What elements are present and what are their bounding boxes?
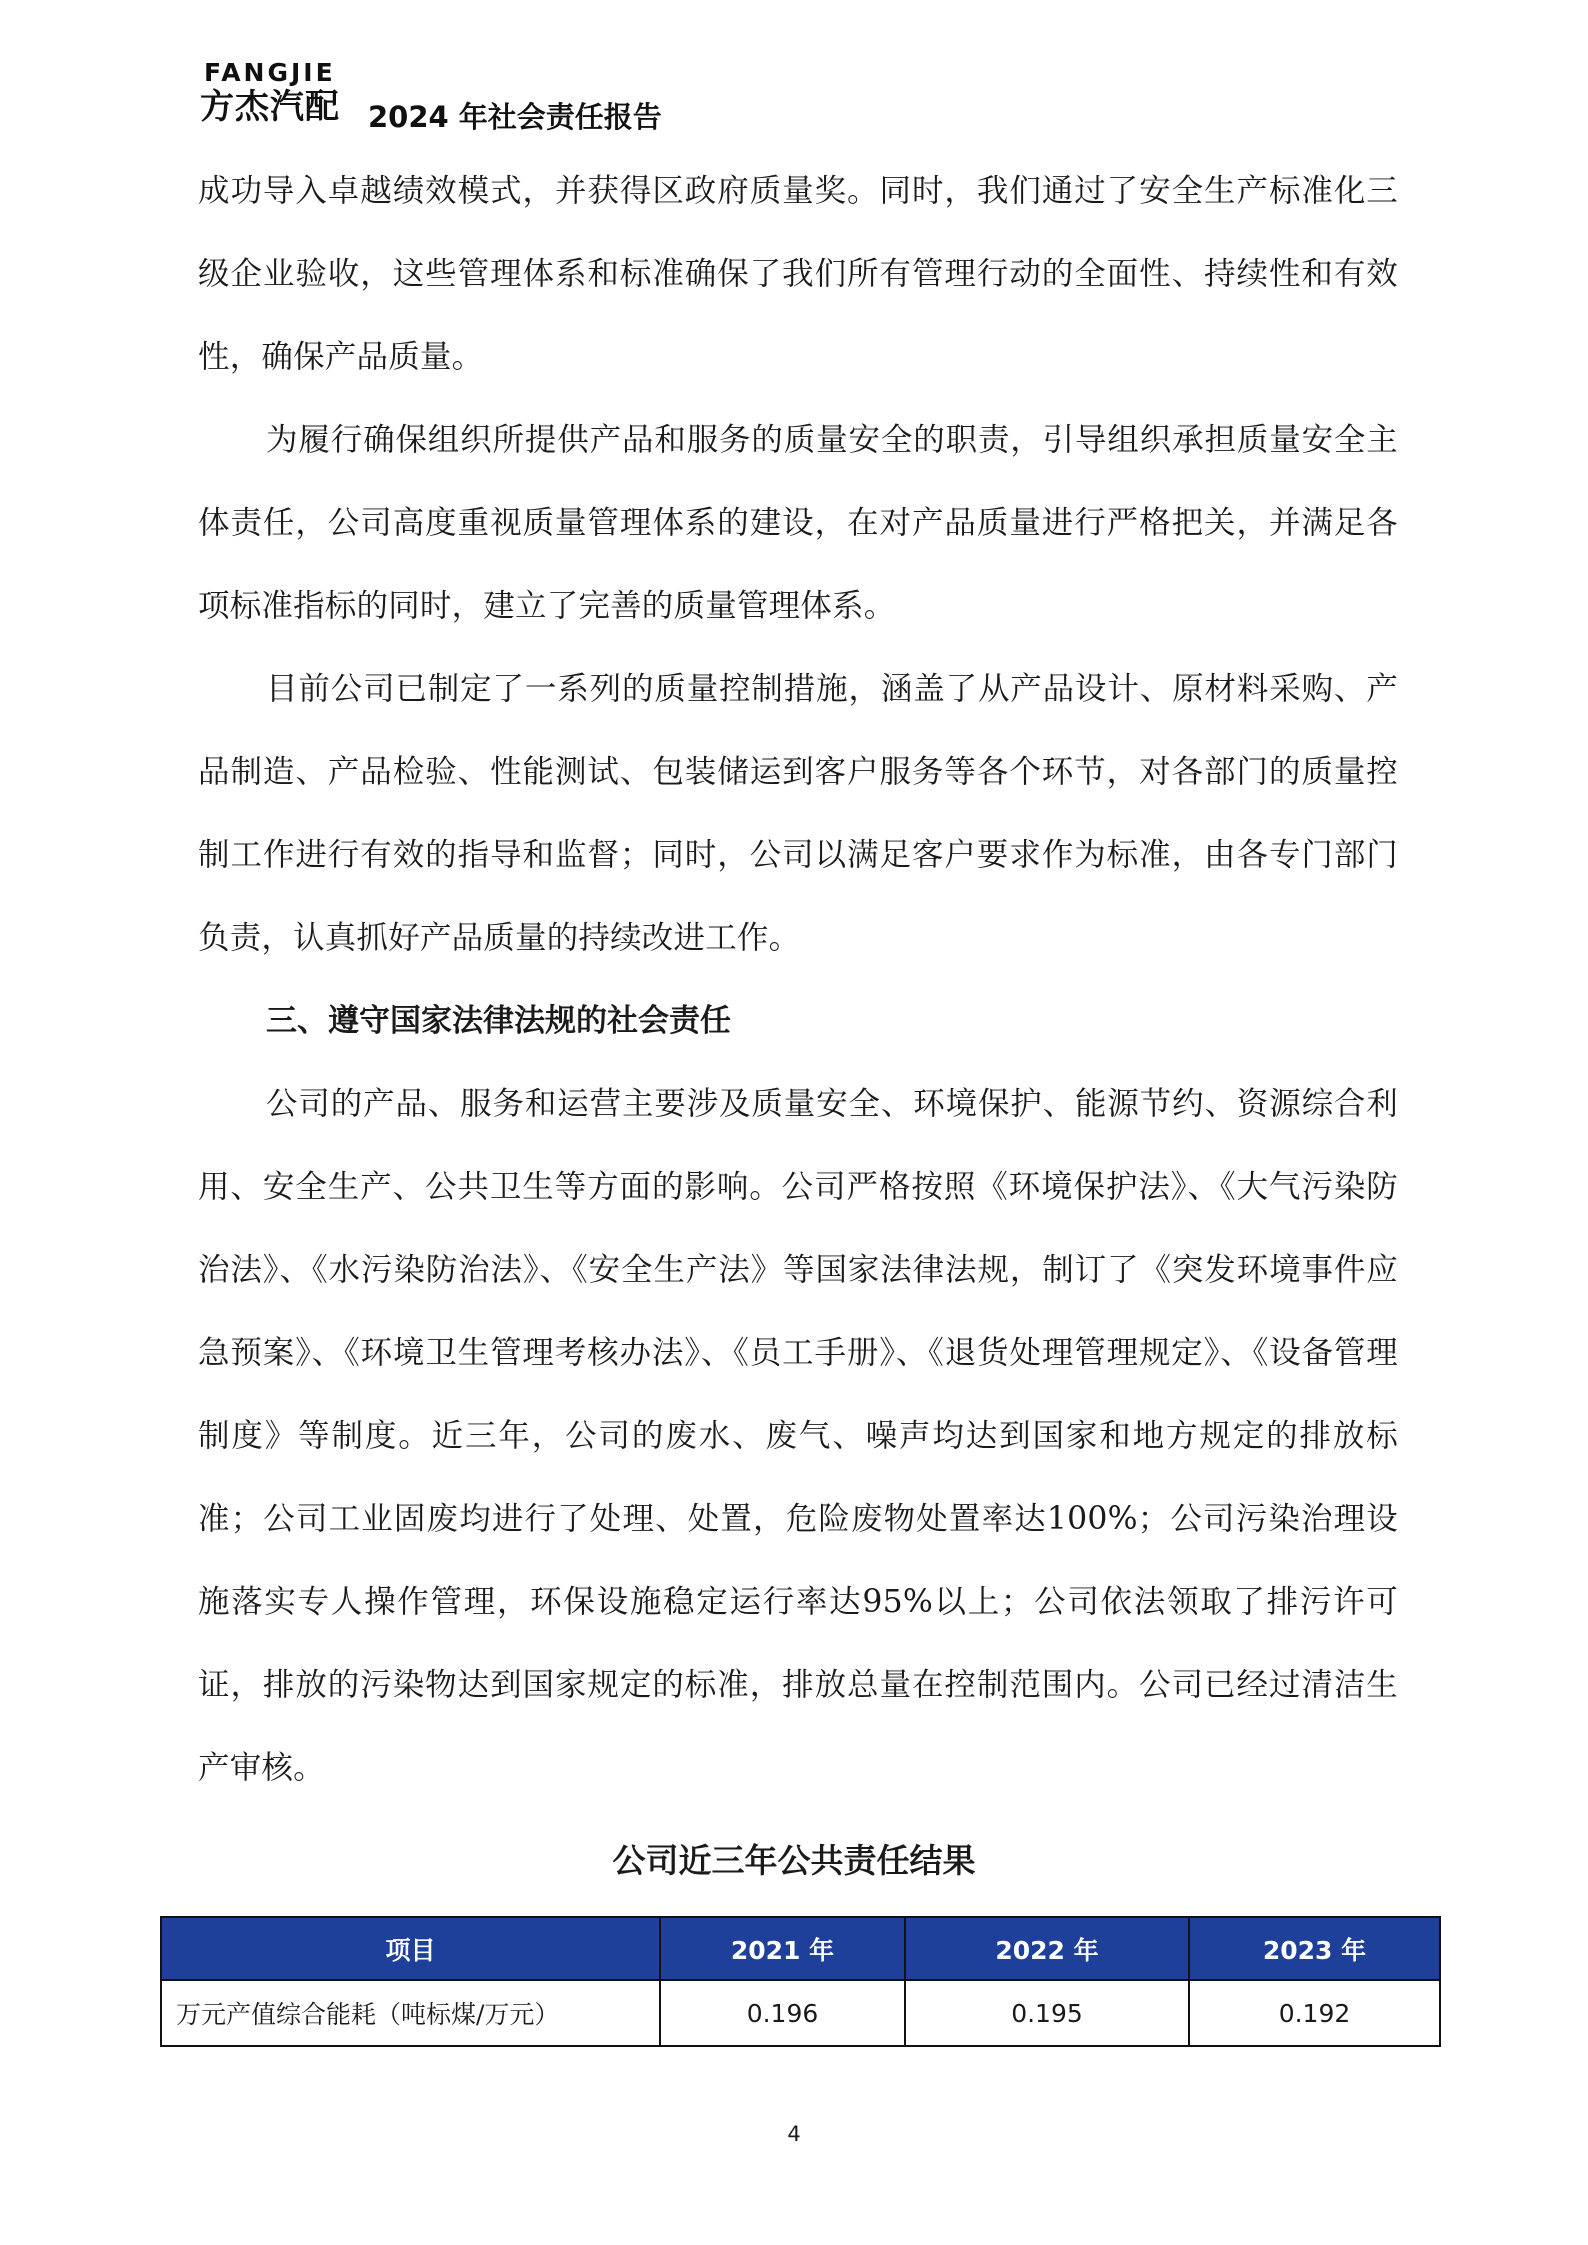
value-2023: 0.192 (1189, 1980, 1440, 2046)
results-table (160, 1916, 1441, 2047)
header-2022: 2022 年 (905, 1917, 1189, 1980)
value-2022: 0.195 (905, 1980, 1189, 2046)
header-2023: 2023 年 (1189, 1917, 1440, 1980)
row-item: 万元产值综合能耗（吨标煤/万元） (161, 1980, 660, 2046)
logo-en-text: FANGJIE (204, 58, 336, 87)
paragraph-legal-compliance: 公司的产品、服务和运营主要涉及质量安全、环境保护、能源节约、资源综合利用、安全生产、公共卫生等方面的影响。公司严格按照《环境保护法》、《大气污染防治法》、《水污染防治法》、《安全生产法》等国家法律法规，制订了《突发环境事件应急预案》、《环境卫生管理考核办法》、《员工手册》、《退货处理管理规定》、《设备管理制度》等制度。近三年，公司的废水、废气、噪声均达到国家和地方规定的排放标准；公司工业固废均进行了处理、处置，危险废物处置率达100%；公司污染治理设施落实专人操作管理，环保设施稳定运行率达95%以上；公司依法领取了排污许可证，排放的污染物达到国家规定的标准，排放总量在控制范围内。公司已经过清洁生产审核。 (198, 1086, 1398, 1786)
paragraph-quality-control: 目前公司已制定了一系列的质量控制措施，涵盖了从产品设计、原材料采购、产品制造、产品检验、性能测试、包装储运到客户服务等各个环节，对各部门的质量控制工作进行有效的指导和监督；同时，公司以满足客户要求作为标准，由各专门部门负责，认真抓好产品质量的持续改进工作。 (198, 671, 1398, 956)
header-2021: 2021 年 (660, 1917, 905, 1980)
paragraph-quality-responsibility: 为履行确保组织所提供产品和服务的质量安全的职责，引导组织承担质量安全主体责任，公司高度重视质量管理体系的建设，在对产品质量进行严格把关，并满足各项标准指标的同时，建立了完善的质量管理体系。 (198, 422, 1398, 624)
report-title: 2024 年社会责任报告 (368, 100, 662, 134)
page-header (198, 60, 1098, 136)
paragraph-continuation: 成功导入卓越绩效模式，并获得区政府质量奖。同时，我们通过了安全生产标准化三级企业验收，这些管理体系和标准确保了我们所有管理行动的全面性、持续性和有效性，确保产品质量。 (198, 173, 1398, 375)
page-number: 4 (787, 2122, 801, 2146)
logo-cn-text: 方杰汽配 (200, 87, 340, 127)
body-text (198, 150, 1398, 1810)
section-heading: 三、遵守国家法律法规的社会责任 (266, 1003, 731, 1039)
table-header-row (161, 1917, 1440, 1980)
table-title: 公司近三年公共责任结果 (612, 1841, 976, 1880)
header-item: 项目 (161, 1917, 660, 1980)
value-2021: 0.196 (660, 1980, 905, 2046)
table-row (161, 1980, 1440, 2046)
